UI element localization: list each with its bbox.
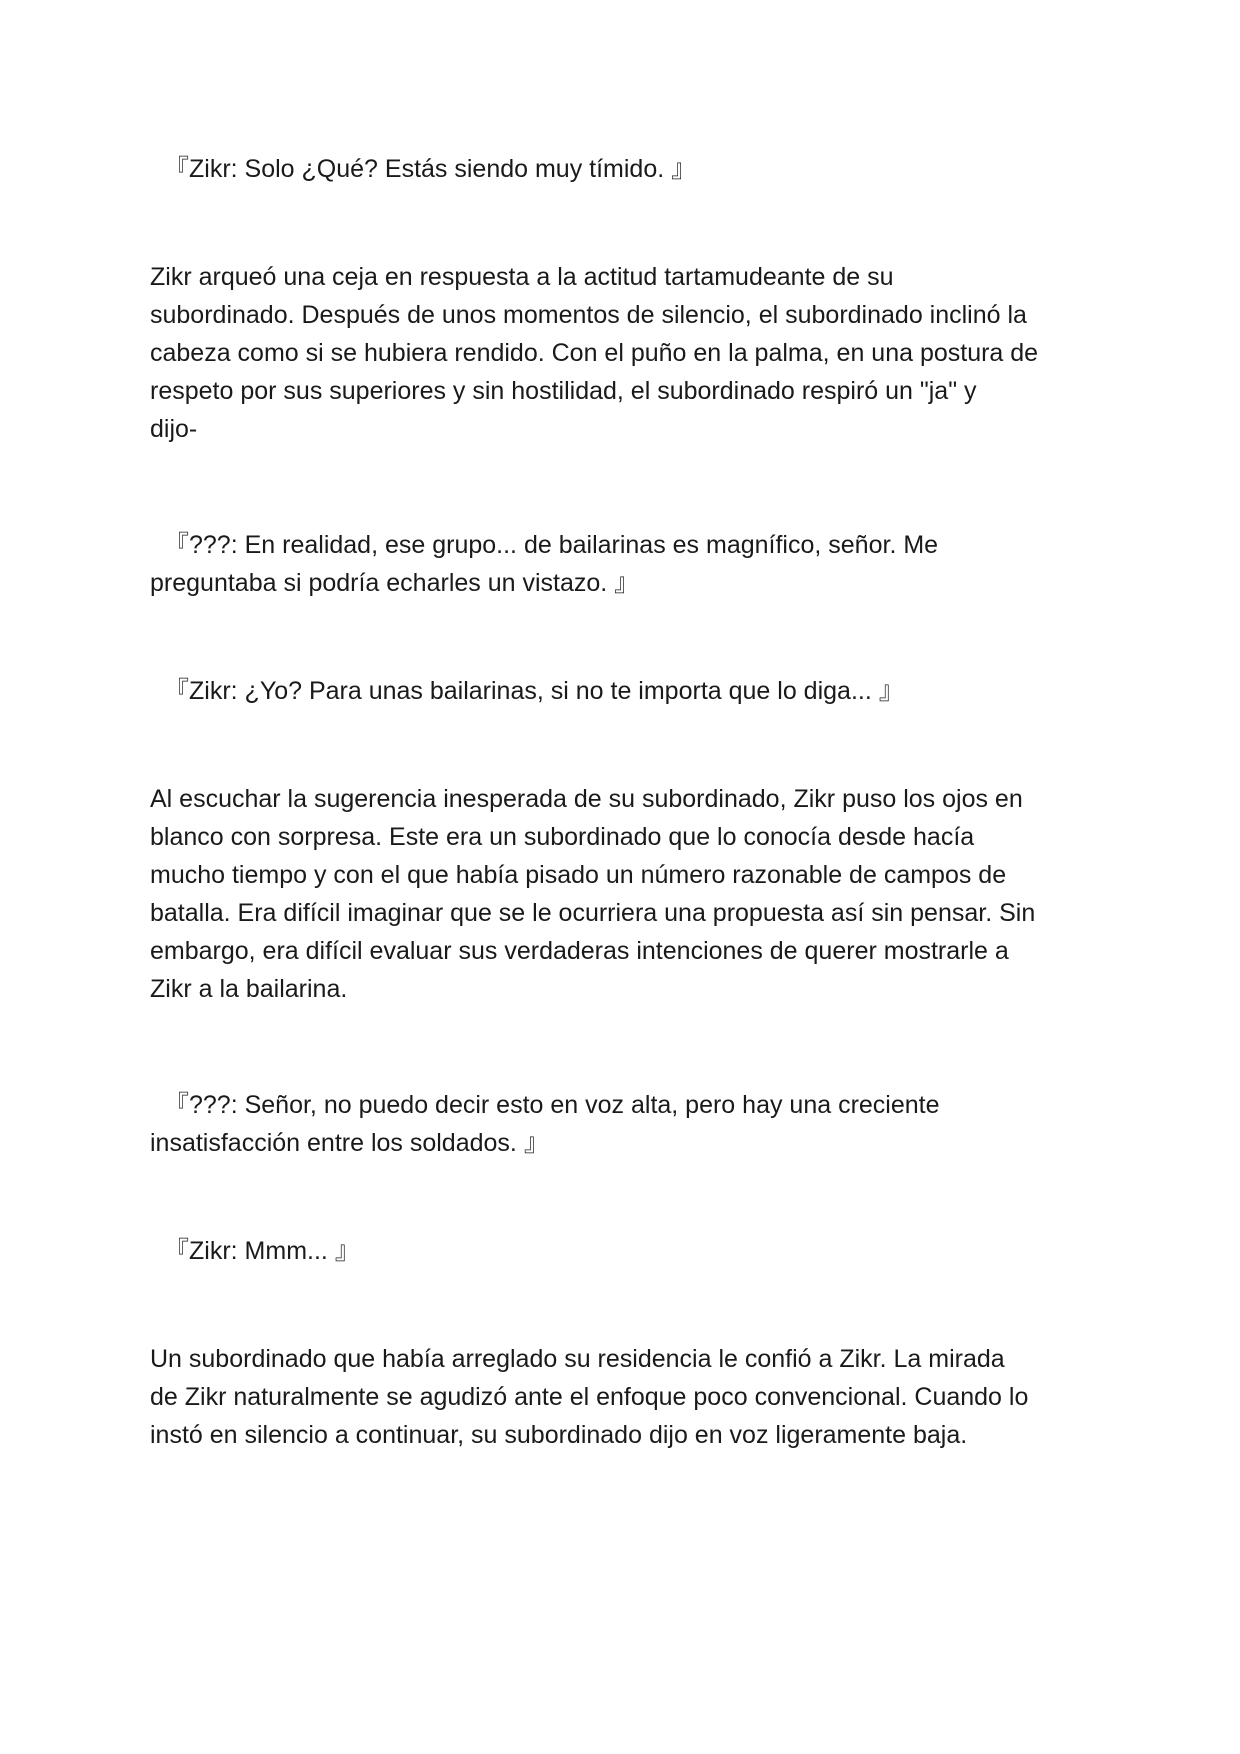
text-line: 『Zikr: ¿Yo? Para unas bailarinas, si no te importa que lo diga... 』 (164, 677, 904, 705)
text-line: 『???: Señor, no puedo decir esto en voz alta, pero hay una creciente (164, 1091, 940, 1119)
text-line: 『???: En realidad, ese grupo... de bailarinas es magnífico, señor. Me (164, 531, 939, 559)
prose-paragraph (150, 1340, 1100, 1454)
text-line: preguntaba si podría echarles un vistazo. 』 (150, 569, 640, 597)
text-line: Zikr arqueó una ceja en respuesta a la actitud tartamudeante de su (150, 263, 894, 291)
text-line: batalla. Era difícil imaginar que se le ocurriera una propuesta así sin pensar. Sin (150, 899, 1036, 927)
text-line: Al escuchar la sugerencia inesperada de su subordinado, Zikr puso los ojos en (150, 785, 1023, 813)
text-line: de Zikr naturalmente se agudizó ante el enfoque poco convencional. Cuando lo (150, 1383, 1029, 1411)
text-line: instó en silencio a continuar, su subordinado dijo en voz ligeramente baja. (150, 1421, 968, 1449)
prose-paragraph (150, 780, 1100, 1008)
text-line: mucho tiempo y con el que había pisado un número razonable de campos de (150, 861, 1007, 889)
text-line: Zikr a la bailarina. (150, 975, 348, 1003)
text-line: blanco con sorpresa. Este era un subordinado que lo conocía desde hacía (150, 823, 975, 851)
text-line: 『Zikr: Solo ¿Qué? Estás siendo muy tímido. 』 (164, 155, 697, 183)
text-line: 『Zikr: Mmm... 』 (164, 1237, 360, 1265)
text-line: embargo, era difícil evaluar sus verdaderas intenciones de querer mostrarle a (150, 937, 1009, 965)
text-line: respeto por sus superiores y sin hostilidad, el subordinado respiró un "ja" y (150, 377, 977, 405)
text-line: cabeza como si se hubiera rendido. Con el puño en la palma, en una postura de (150, 339, 1039, 367)
dialogue-paragraph (150, 1232, 1100, 1270)
dialogue-paragraph (150, 672, 1100, 710)
text-line: Un subordinado que había arreglado su residencia le confió a Zikr. La mirada (150, 1345, 1005, 1373)
dialogue-paragraph (150, 150, 1100, 188)
dialogue-paragraph (150, 526, 1100, 602)
text-line: dijo- (150, 415, 198, 443)
dialogue-paragraph (150, 1086, 1100, 1162)
prose-paragraph (150, 258, 1100, 448)
document-page (150, 150, 1100, 1454)
text-line: insatisfacción entre los soldados. 』 (150, 1129, 549, 1157)
text-line: subordinado. Después de unos momentos de silencio, el subordinado inclinó la (150, 301, 1027, 329)
